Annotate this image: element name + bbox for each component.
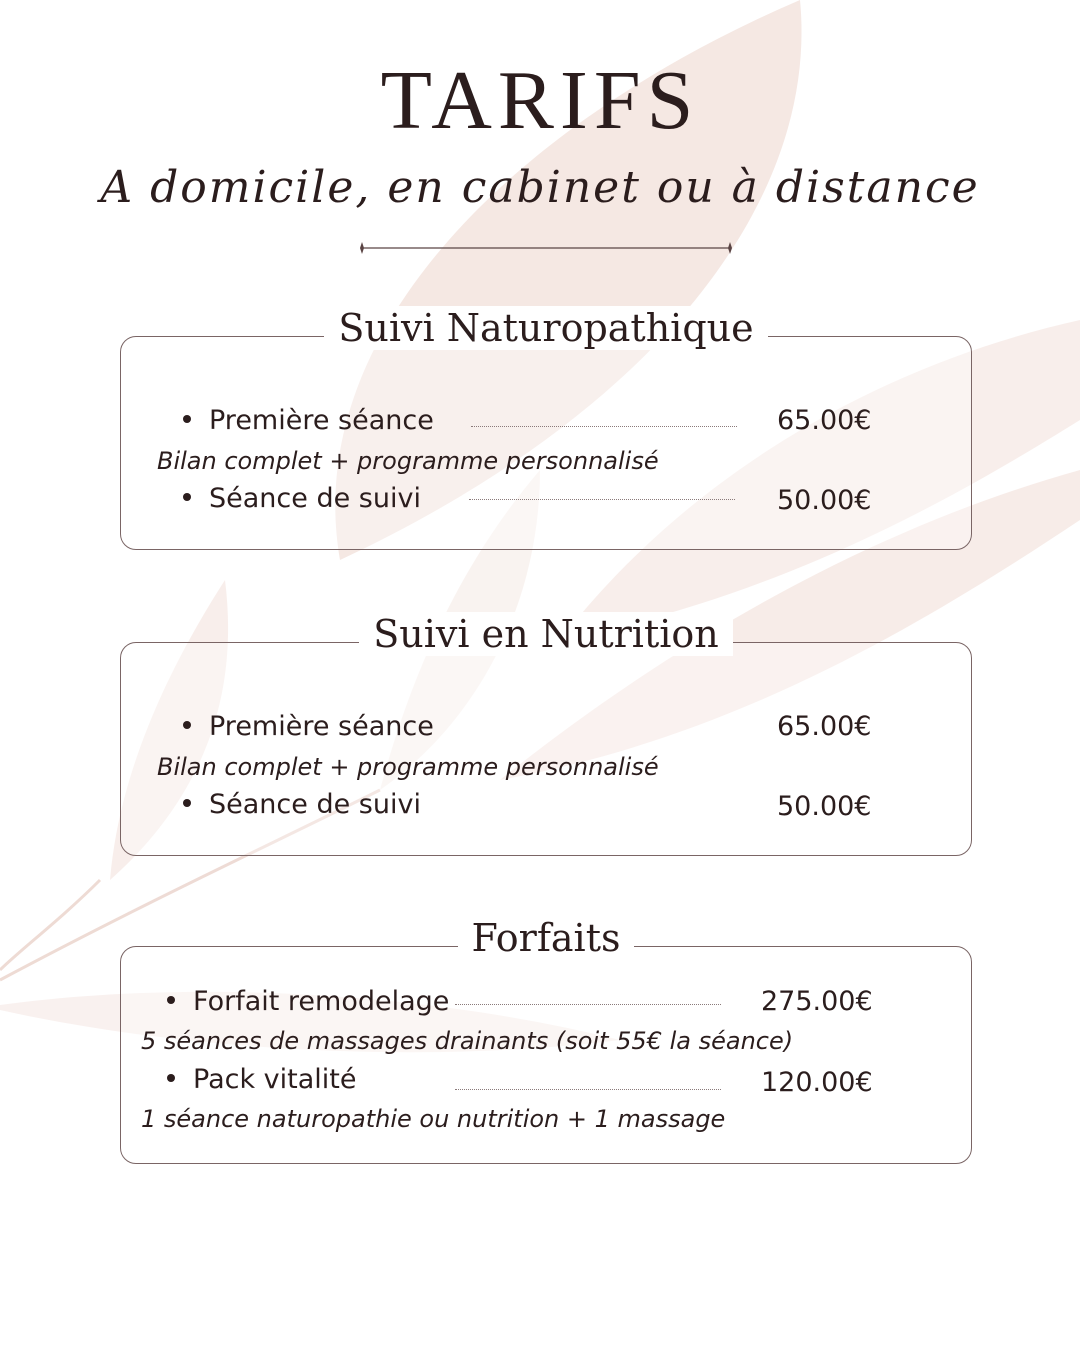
item-note: 1 séance naturopathie ou nutrition + 1 massage [141,1105,726,1133]
list-item [183,482,421,516]
item-label: Séance de suivi [209,789,421,820]
item-price: 275.00€ [761,986,873,1017]
page-subtitle: A domicile, en cabinet ou à distance [100,162,980,213]
leader-dots [455,1004,721,1005]
item-label: Séance de suivi [209,483,421,514]
section-card-naturopathie [120,306,972,550]
item-price: 50.00€ [777,485,872,516]
section-title: Suivi Naturopathique [324,306,767,350]
list-item [167,985,449,1019]
section-card-nutrition [120,612,972,856]
list-item [167,1063,357,1097]
ornament-divider [356,240,736,256]
list-item [183,710,434,744]
item-price: 50.00€ [777,791,872,822]
leader-dots [469,499,735,500]
item-note: Bilan complet + programme personnalisé [157,753,659,781]
item-label: Pack vitalité [193,1064,357,1095]
item-label: Première séance [209,405,434,436]
section-card-forfaits [120,916,972,1164]
bullet-icon [183,415,191,423]
bullet-icon [183,799,191,807]
page-title: TARIFS [380,54,700,147]
section-title: Suivi en Nutrition [359,612,733,656]
section-title: Forfaits [458,916,635,960]
item-label: Forfait remodelage [193,986,450,1017]
bullet-icon [183,493,191,501]
list-item [183,404,434,438]
bullet-icon [167,996,175,1004]
bullet-icon [167,1074,175,1082]
item-price: 65.00€ [777,711,872,742]
list-item [183,788,421,822]
leader-dots [455,1089,721,1090]
item-price: 120.00€ [761,1067,873,1098]
bullet-icon [183,721,191,729]
item-note: 5 séances de massages drainants (soit 55€ la séance) [141,1027,794,1055]
item-price: 65.00€ [777,405,872,436]
leader-dots [471,426,737,427]
item-note: Bilan complet + programme personnalisé [157,447,659,475]
item-label: Première séance [209,711,434,742]
